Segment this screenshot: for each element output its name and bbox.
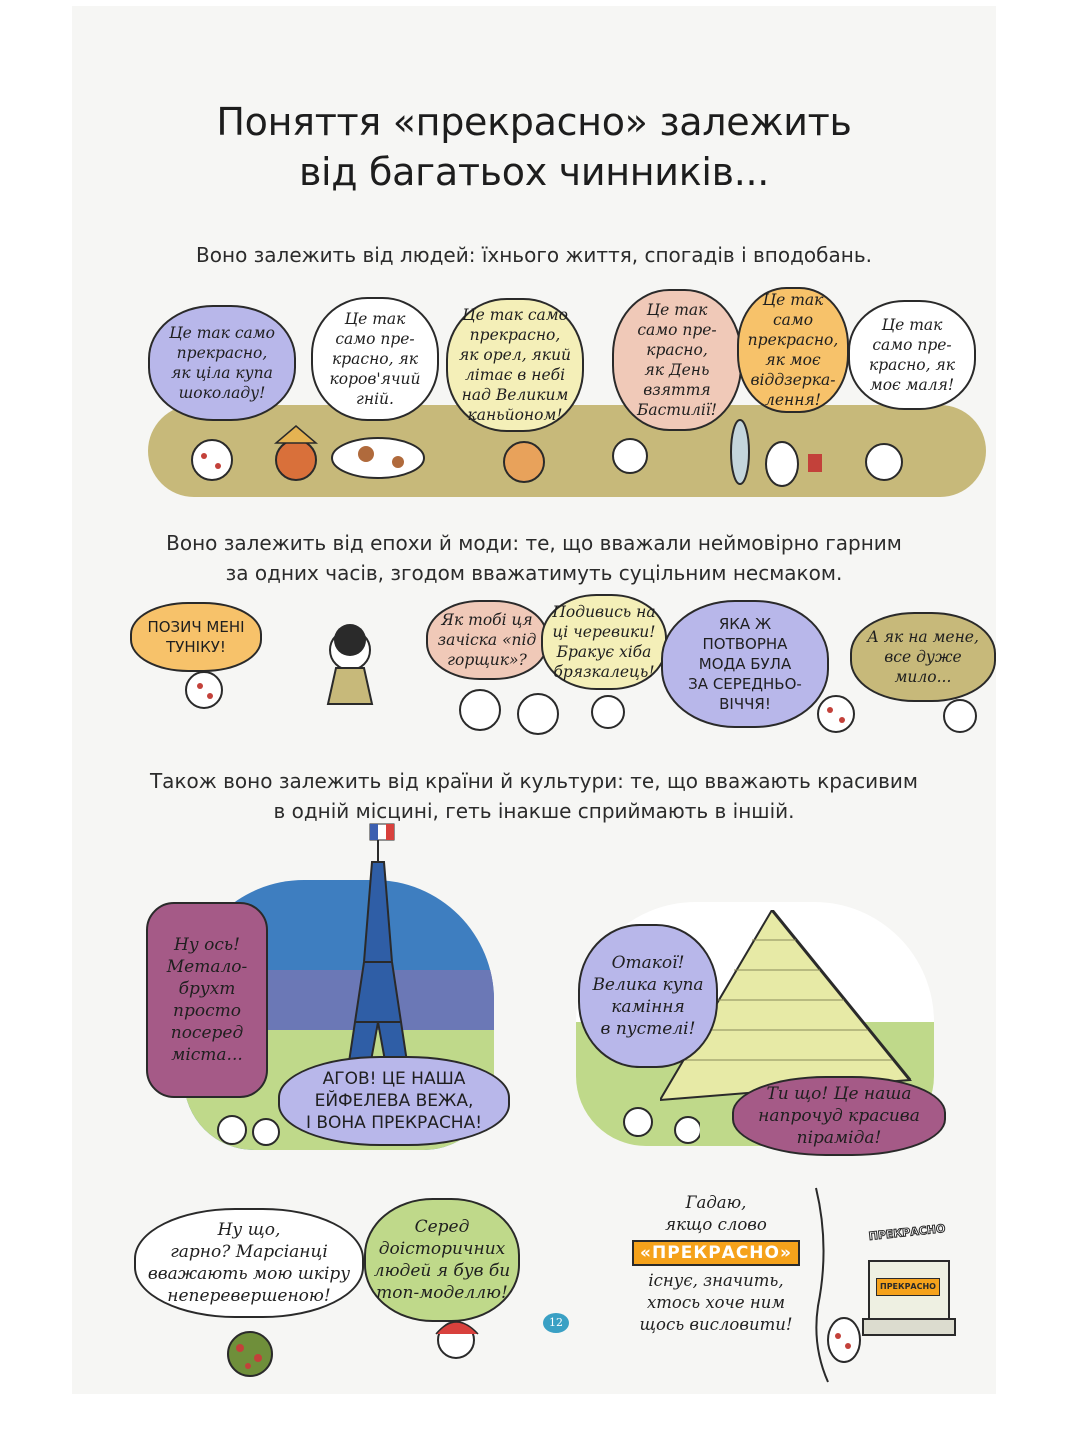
bubble-cute: А як на мене, все дуже мило... [850,612,996,702]
section3-characters [200,1100,700,1160]
bubble-eiffel-tower: АГОВ! ЦЕ НАША ЕЙФЕЛЕВА ВЕЖА, І ВОНА ПРЕКРАСНА! [278,1056,510,1146]
monument-letters: ПРЕКРАСНО [868,1222,946,1243]
section4-characters [210,1320,510,1390]
section2-intro: Воно залежить від епохи й моди: те, що вважали неймовірно гарним за одних часів, згодом вважатимуть суцільним несмаком. [166,531,902,585]
final-thought-before: Гадаю, якщо слово [665,1193,767,1234]
section2-characters [160,610,1000,750]
bubble-medieval-fashion: ЯКА Ж ПОТВОРНА МОДА БУЛА ЗА СЕРЕДНЬО- ВІЧЧЯ! [661,600,829,728]
bubble-scrap-metal: Ну ось! Метало- брухт просто посеред міста... [146,902,268,1098]
bubble-pile-of-stones: Отакої! Велика купа каміння в пустелі! [578,924,718,1068]
bubble-eagle: Це так само прекрасно, як орел, який літає в небі над Великим каньйоном! [446,298,584,432]
monument-plate: ПРЕКРАСНО [876,1278,940,1296]
bubble-pot-haircut: Як тобі ця зачіска «під горщик»? [426,600,548,680]
final-character [820,1300,870,1380]
bubble-reflection: Це так само прекрасно, як моє віддзерка- лення! [737,287,849,413]
page-number: 12 [543,1313,569,1333]
bubble-cow-dung: Це так само пре- красно, як коров'ячий гній. [311,297,439,421]
prekrasno-word: «ПРЕКРАСНО» [632,1240,800,1266]
page-title-line-1: Поняття «прекрасно» залежить [216,100,852,144]
bubble-tunic: ПОЗИЧ МЕНІ ТУНІКУ! [130,602,262,672]
bubble-pyramid: Ти що! Це наша напрочуд красива піраміда! [732,1076,946,1156]
bubble-top-model: Серед доісторичних людей я був би топ-моделлю! [364,1198,520,1322]
section3-intro: Також воно залежить від країни й культури: те, що вважають красивим в одній місцині, геть інакше сприймають в іншій. [149,769,919,823]
final-thought [606,1192,826,1378]
prekrasno-monument [862,1222,952,1340]
page-title-line-2: від багатьох чинників... [298,150,770,194]
bubble-my-baby: Це так само пре- красно, як моє маля! [848,300,976,410]
section1-intro: Воно залежить від людей: їхнього життя, спогадів і вподобань. [196,243,872,267]
bubble-bastille: Це так само пре- красно, як День взяття Бастилії! [612,289,742,431]
bubble-martians: Ну що, гарно? Марсіанці вважають мою шкіру неперевершеною! [134,1208,364,1318]
bubble-chocolate: Це так само прекрасно, як ціла купа шоколаду! [148,305,296,421]
final-thought-after: існує, значить, хтось хоче ним щось висловити! [639,1271,793,1334]
bubble-shoes: Подивись на ці черевики! Бракує хіба брязкалець! [541,594,667,690]
section1-characters [148,408,988,498]
